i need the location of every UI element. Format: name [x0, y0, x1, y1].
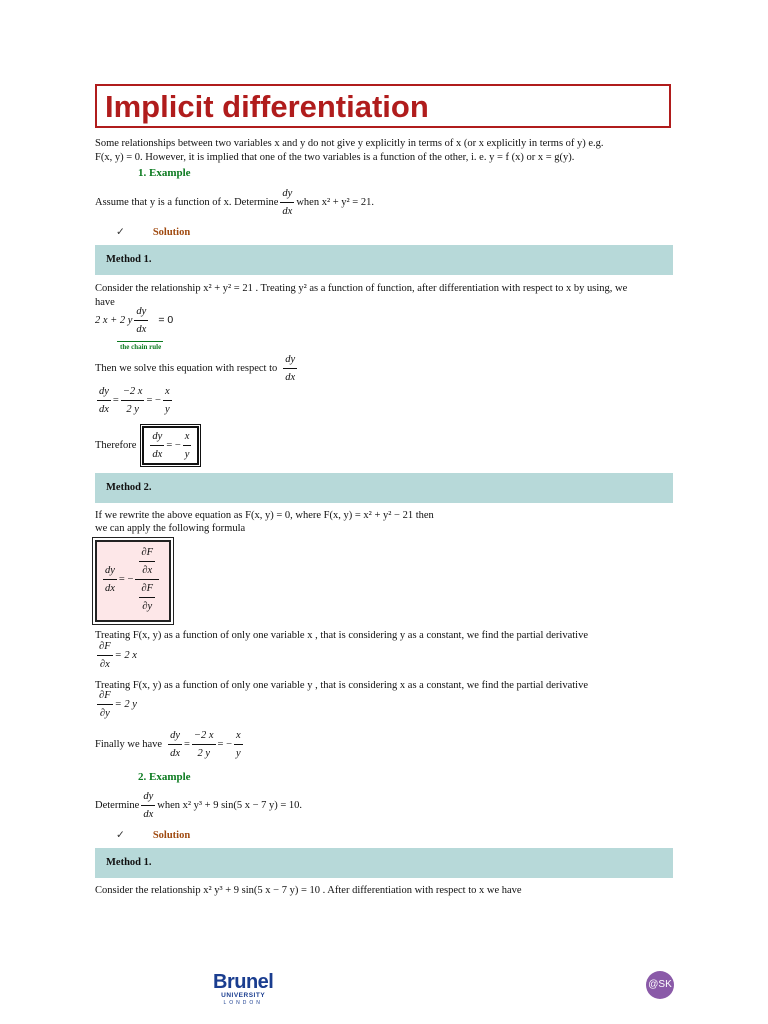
frac-den: dx: [170, 748, 180, 760]
example-1-heading: 1. Example: [138, 167, 191, 179]
frac-den: y: [164, 404, 170, 416]
frac-den: dx: [152, 449, 163, 461]
brunel-logo: [213, 972, 273, 1007]
frac-num: ∂F: [139, 582, 155, 598]
frac-den: y: [184, 449, 190, 461]
dy-dx-fraction: [141, 790, 155, 821]
eq2-equals: =: [112, 395, 119, 407]
frac-den: ∂x: [99, 659, 110, 671]
frac-den: dx: [285, 372, 296, 384]
fy-rhs: = 2 y: [114, 699, 137, 711]
example-1-prompt: [95, 187, 374, 218]
final-equals: =: [184, 739, 190, 751]
method-1-label-example-2: Method 1.: [106, 857, 152, 868]
chain-rule-brace: [117, 341, 163, 342]
brunel-logo-london: LONDON: [223, 1000, 263, 1006]
frac-num: ∂F: [97, 689, 113, 705]
dy-dx-fraction: [168, 729, 182, 760]
method-1-line-1: Consider the relationship x² + y² = 21 . Treating y² as a function of function, after differentiation with respect to x by using, we: [95, 283, 628, 294]
title-box: [95, 84, 671, 128]
frac-den: 2 y: [197, 748, 210, 760]
dy-dx-fraction: [103, 564, 117, 595]
method-2-band: [95, 473, 673, 503]
treat-y-text: Treating F(x, y) as a function of only one variable y , that is considering x as a constant, we find the partial derivative: [95, 680, 588, 691]
fy-equation: [95, 689, 137, 720]
dy-dx-fraction: [283, 353, 297, 384]
neg2x-2y-fraction: [121, 385, 145, 416]
brunel-logo-university: UNIVERSITY: [221, 992, 266, 999]
frac-den: ∂y: [99, 708, 110, 720]
formula: [101, 546, 161, 614]
check-icon: ✓: [116, 227, 125, 238]
therefore-text: Therefore: [95, 440, 137, 452]
dF-dx-fraction: [97, 640, 113, 671]
page-title: Implicit differentiation: [105, 89, 429, 124]
frac-den: dx: [143, 809, 154, 821]
boxed-result: [142, 426, 199, 465]
method-2-line-2: we can apply the following formula: [95, 523, 246, 534]
chain-rule-note: the chain rule: [120, 343, 162, 351]
frac-num: dy: [150, 430, 164, 446]
solution-2: [116, 829, 190, 842]
formula-equals: = −: [118, 574, 134, 586]
fx-equation: [95, 640, 137, 671]
solution-2-label: Solution: [152, 830, 191, 841]
formula-box: [95, 540, 171, 622]
eq1-rhs: = 0: [158, 314, 174, 327]
sk-logo: @SK: [646, 971, 674, 999]
example-1-prompt-pre: Assume that y is a function of x. Determine: [95, 197, 279, 209]
frac-num: −2 x: [121, 385, 145, 401]
method-2-label: Method 2.: [106, 482, 152, 493]
frac-den: dx: [105, 583, 115, 595]
brunel-logo-name: Brunel: [213, 971, 274, 993]
solution-1-label: Solution: [152, 227, 191, 238]
frac-num: x: [234, 729, 243, 745]
neg2x-2y-fraction: [192, 729, 216, 760]
fx-rhs: = 2 x: [114, 650, 137, 662]
frac-den: dx: [136, 324, 147, 336]
frac-num: dy: [280, 187, 294, 203]
frac-num: dy: [134, 305, 148, 321]
frac-den: y: [236, 748, 241, 760]
method-2-line-1: If we rewrite the above equation as F(x, y) = 0, where F(x, y) = x² + y² − 21 then: [95, 510, 434, 521]
frac-den: ∂y: [142, 601, 153, 613]
method-1-band: [95, 245, 673, 275]
example-2-prompt: [95, 790, 302, 821]
example-2-prompt-post: when x² y³ + 9 sin(5 x − 7 y) = 10.: [157, 800, 303, 812]
frac-num: x: [163, 385, 172, 401]
method-1-label: Method 1.: [106, 254, 152, 265]
intro-line-2: F(x, y) = 0. However, it is implied that one of the two variables is a function of the other, i. e. y = f (x) or x = g(y).: [95, 152, 575, 163]
dF-dy-fraction: [97, 689, 113, 720]
frac-den: dx: [99, 404, 109, 416]
dy-dx-fraction: [280, 187, 294, 218]
final-equals-neg: = −: [217, 739, 233, 751]
finally-text: Finally we have: [95, 739, 163, 751]
intro-line-1: Some relationships between two variables x and y do not give y explicitly in terms of x (or x explicitly in terms of y) e.g.: [95, 138, 604, 149]
frac-num: dy: [168, 729, 182, 745]
partial-ratio-fraction: [135, 546, 159, 614]
frac-den: [135, 580, 159, 613]
dy-dx-fraction: [97, 385, 111, 416]
equation-2: [95, 385, 174, 416]
x-y-fraction: [183, 430, 192, 461]
frac-den: 2 y: [126, 404, 139, 416]
dF-dx-fraction: [139, 546, 155, 577]
example-2-heading: 2. Example: [138, 771, 191, 783]
solution-1: [116, 226, 190, 239]
solve-line: [95, 353, 299, 384]
x-y-fraction: [234, 729, 243, 760]
example-2-prompt-pre: Determine: [95, 800, 140, 812]
method-1-line-2: have: [95, 297, 115, 308]
frac-num: dy: [283, 353, 297, 369]
frac-num: dy: [97, 385, 111, 401]
check-icon: ✓: [116, 830, 125, 841]
eq1-lhs: 2 x + 2 y: [95, 315, 133, 327]
frac-den: dx: [282, 206, 293, 218]
frac-num: ∂F: [139, 546, 155, 562]
equation-1: [95, 305, 173, 336]
frac-num: ∂F: [97, 640, 113, 656]
method-1-band-example-2: [95, 848, 673, 878]
frac-num: x: [183, 430, 192, 446]
frac-num: dy: [141, 790, 155, 806]
example-1-prompt-post: when x² + y² = 21.: [296, 197, 374, 209]
eq2-equals-neg: = −: [146, 395, 161, 407]
final-equation: [95, 729, 245, 760]
frac-num: −2 x: [192, 729, 216, 745]
frac-num: dy: [103, 564, 117, 580]
dF-dy-fraction: [139, 582, 155, 613]
therefore-line: [95, 426, 199, 465]
dy-dx-fraction: [150, 430, 164, 461]
frac-num: [135, 546, 159, 580]
dy-dx-fraction: [134, 305, 148, 336]
x-y-fraction: [163, 385, 172, 416]
solve-text: Then we solve this equation with respect to: [95, 363, 278, 375]
example-2-method-1-line-1: Consider the relationship x² y³ + 9 sin(5 x − 7 y) = 10 . After differentiation with respect to x we have: [95, 885, 522, 896]
treat-x-text: Treating F(x, y) as a function of only one variable x , that is considering y as a constant, we find the partial derivative: [95, 630, 588, 641]
boxed-equals: = −: [166, 440, 181, 452]
frac-den: ∂x: [142, 565, 153, 577]
